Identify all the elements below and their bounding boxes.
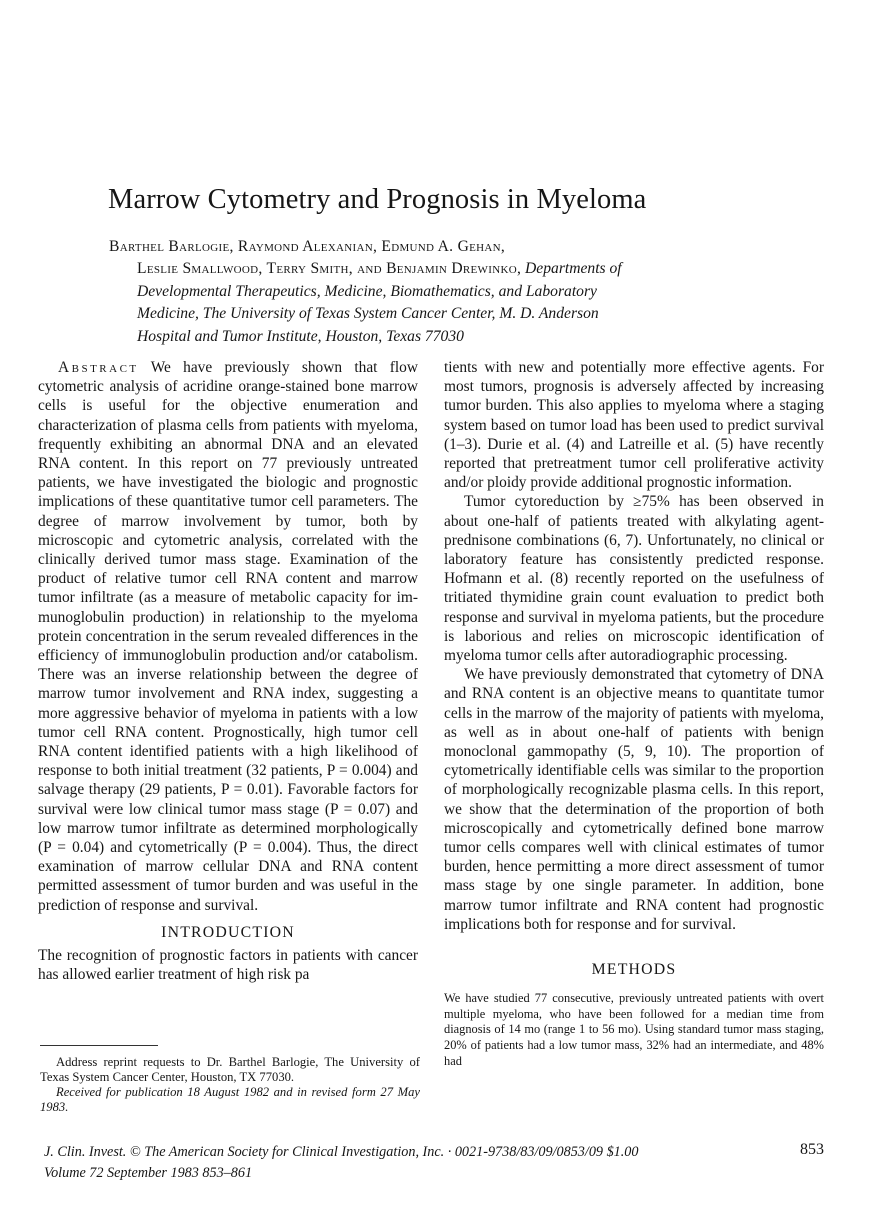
abstract-text: We have previously shown that flow cytometric analysis of acridine orange-stained bone marrow cells is useful for the objective enumeration and characterization of plasma cells from patients with myeloma, frequently exhibiting an abnormal DNA and an elevated RNA content. In this report on 77 previously untreated patients, we have investigated the biologic and prognostic implications of these quantitative tumor cell parameters. The degree of marrow involvement by tumor, both by microscopic and cytometric analysis, correlated with the clinically derived tumor mass stage. Examination of the product of relative tumor cell RNA content and marrow tumor infiltrate (as a measure of metabolic capacity for immunoglobulin production) in relationship to the myeloma protein concentration in the serum revealed differences in the efficiency of immunoglobulin production and/or catabolism. There was an inverse relationship between the degree of marrow tumor involvement and RNA index, suggesting a more aggressive behavior of myeloma in patients with a low tumor cell RNA content. Prognostically, high tumor cell RNA content identified patients with a high likelihood of response to both initial treatment (32 patients, P = 0.004) and salvage therapy (29 patients, P = 0.01). Favorable factors for survival were low clinical tumor mass stage (P = 0.07) and low marrow tumor infiltrate as determined morphologically (P = 0.04) and cytometrically (P = 0.004). Thus, the direct examination of marrow cellular DNA and RNA content permitted assessment of tumor burden and was useful in the prediction of response and survival. bbox=[38, 359, 418, 914]
methods-heading: METHODS bbox=[591, 961, 677, 979]
intro-paragraph-1-start: The recognition of prognostic factors in patients with cancer has allowed earlier treatment of high risk pa bbox=[38, 947, 418, 984]
page-number: 853 bbox=[800, 1141, 824, 1158]
right-column bbox=[444, 358, 824, 1069]
intro-paragraph-1-end: tients with new and potentially more effective agents. For most tumors, prognosis is adversely affected by increasing tumor burden. This also applies to myeloma where a staging system based on tumor load has been used to predict survival (1–3). Durie et al. (4) and Latreille et al. (5) have recently reported that pretreatment tumor cell proliferative activity and/or ploidy provide additional prognostic information. bbox=[444, 359, 824, 492]
abstract bbox=[38, 358, 418, 915]
journal-citation: J. Clin. Invest. © The American Society for Clinical Investigation, Inc. · 0021-9738/83/09/0853/09 $1.00 bbox=[44, 1144, 639, 1160]
footnote bbox=[40, 1055, 420, 1115]
paper-title: Marrow Cytometry and Prognosis in Myeloma bbox=[108, 184, 647, 215]
footnote-divider bbox=[40, 1045, 158, 1046]
volume-info: Volume 72 September 1983 853–861 bbox=[44, 1165, 253, 1181]
author-line-1: Barthel Barlogie, Raymond Alexanian, Edmund A. Gehan, bbox=[109, 238, 506, 255]
author-line-2 bbox=[109, 258, 829, 280]
author-block bbox=[109, 236, 829, 348]
affiliation-start: Departments of bbox=[525, 260, 622, 278]
affiliation-line-3: Developmental Therapeutics, Medicine, Biomathematics, and Laboratory bbox=[137, 282, 597, 300]
affiliation-line-5: Hospital and Tumor Institute, Houston, Texas 77030 bbox=[137, 327, 464, 345]
received-date: Received for publication 18 August 1982 and in revised form 27 May 1983. bbox=[40, 1085, 420, 1114]
introduction-heading: INTRODUCTION bbox=[161, 923, 295, 941]
intro-paragraph-2: Tumor cytoreduction by ≥75% has been observed in about one-half of patients treated with alkylating agent-prednisone combinations (6, 7). Unfortunately, no clinical or laboratory feature has consistently predicted response. Hofmann et al. (8) recently reported on the usefulness of tritiated thymidine grain count evaluation to predict both response and survival in myeloma patients, but the procedure is laborious and relies on microscopic identification of myeloma tumor cells after autoradiographic processing. bbox=[444, 493, 824, 665]
affiliation-line-4: Medicine, The University of Texas System Cancer Center, M. D. Anderson bbox=[137, 305, 599, 323]
reprint-address: Address reprint requests to Dr. Barthel Barlogie, The University of Texas System Cancer Center, Houston, TX 77030. bbox=[40, 1055, 420, 1084]
left-column bbox=[38, 358, 418, 985]
abstract-label: Abstract bbox=[58, 359, 139, 376]
author-names-2: Leslie Smallwood, Terry Smith, and Benjamin Drewinko, bbox=[137, 260, 522, 278]
methods-paragraph: We have studied 77 consecutive, previously untreated patients with overt multiple myeloma, who have been followed for a median time from diagnosis of 14 mo (range 1 to 56 mo). Using standard tumor mass staging, 20% of patients had a low tumor mass, 32% had an intermediate, and 48% had bbox=[444, 991, 824, 1068]
intro-paragraph-3: We have previously demonstrated that cytometry of DNA and RNA content is an objective means to quantitate tumor cells in the marrow of the majority of patients with myeloma, as well as in about one-half of patients with benign monoclonal gammopathy (5, 9, 10). The proportion of cytometrically identifiable cells was similar to the proportion of morphologically recognizable plasma cells. In this report, we show that the determination of the proportion of both microscopically and cytometrically defined bone marrow tumor cells compares well with clinical estimates of tumor burden, hence permitting a more direct assessment of tumor mass stage by one single parameter. In addition, bone marrow tumor infiltrate and RNA content had prognostic implications both for response and for survival. bbox=[444, 666, 824, 933]
